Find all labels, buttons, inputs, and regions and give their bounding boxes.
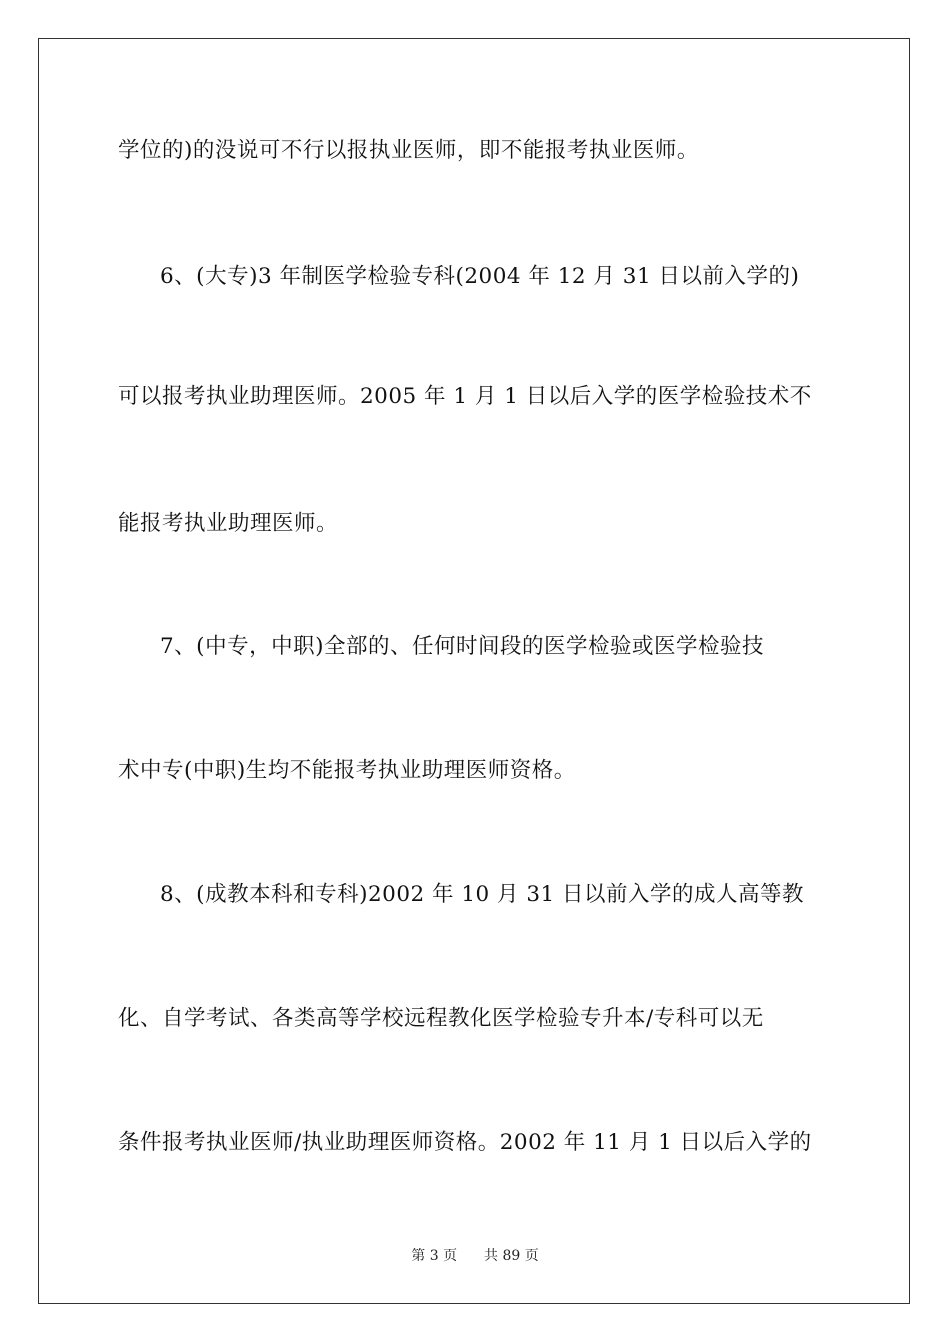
text-line-2: 6、(大专)3 年制医学检验专科(2004 年 12 月 31 日以前入学的) [160,264,800,289]
page-total: 共 89 页 [484,1248,539,1264]
page-footer [0,1246,950,1266]
text-line-8: 化、自学考试、各类高等学校远程教化医学检验专升本/专科可以无 [118,1006,764,1031]
page-border [38,38,910,1304]
page-number: 第 3 页 [411,1248,458,1264]
text-line-5: 7、(中专，中职)全部的、任何时间段的医学检验或医学检验技 [160,634,764,659]
text-line-6: 术中专(中职)生均不能报考执业助理医师资格。 [118,758,576,783]
text-line-9: 条件报考执业医师/执业助理医师资格。2002 年 11 月 1 日以后入学的 [118,1130,812,1155]
text-line-1: 学位的)的没说可不行以报执业医师，即不能报考执业医师。 [118,138,699,163]
text-line-3: 可以报考执业助理医师。2005 年 1 月 1 日以后入学的医学检验技术不 [118,384,812,409]
text-line-7: 8、(成教本科和专科)2002 年 10 月 31 日以前入学的成人高等教 [160,882,805,907]
text-line-4: 能报考执业助理医师。 [118,511,339,536]
